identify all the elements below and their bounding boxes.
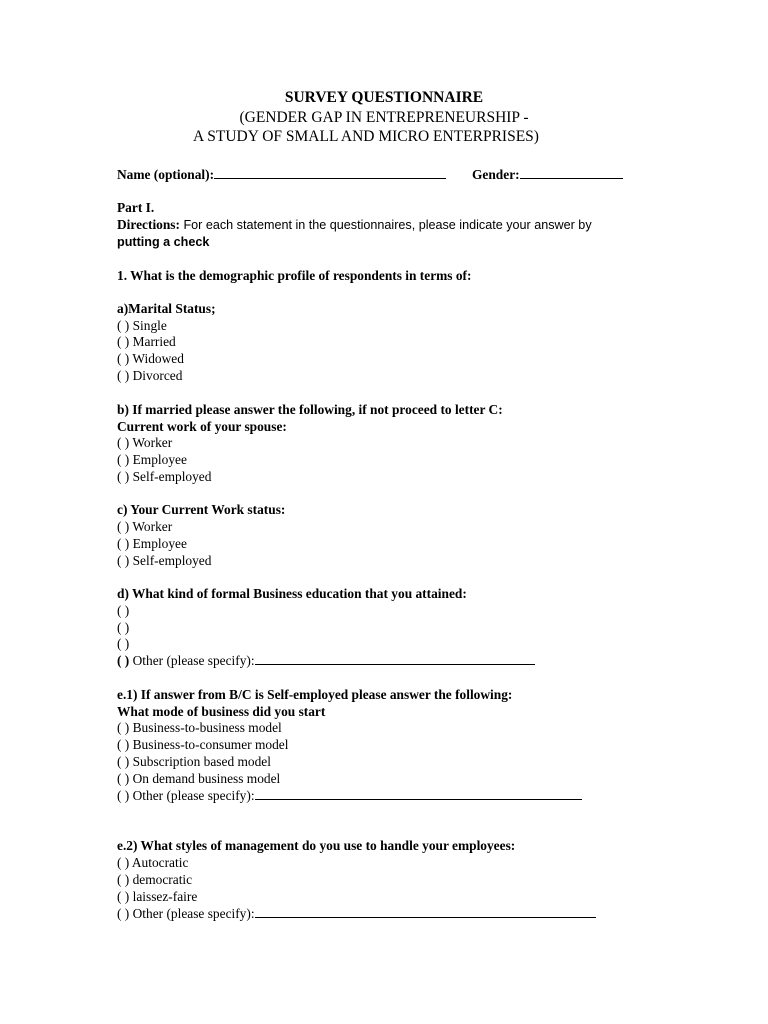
- gender-label: Gender:: [472, 167, 520, 182]
- option-widowed[interactable]: ( ) Widowed: [117, 351, 184, 366]
- gender-blank-line[interactable]: [520, 166, 623, 179]
- style-other-label: ( ) Other (please specify):: [117, 906, 255, 921]
- page-title: SURVEY QUESTIONNAIRE: [284, 89, 484, 106]
- mode-other-label: ( ) Other (please specify):: [117, 788, 255, 803]
- section-e1-heading: e.1) If answer from B/C is Self-employed please answer the following:: [117, 687, 513, 702]
- option-b2c-model[interactable]: ( ) Business-to-consumer model: [117, 737, 289, 752]
- option-b2b-model[interactable]: ( ) Business-to-business model: [117, 720, 282, 735]
- option-spouse-worker[interactable]: ( ) Worker: [117, 435, 173, 450]
- option-education-1[interactable]: ( ): [117, 603, 130, 618]
- other-label: Other (please specify):: [129, 653, 255, 668]
- part-label: Part I.: [117, 200, 155, 215]
- mode-other-blank-line[interactable]: [255, 787, 582, 800]
- option-autocratic[interactable]: ( ) Autocratic: [117, 855, 189, 870]
- option-education-other[interactable]: [117, 652, 535, 669]
- option-self-employed[interactable]: ( ) Self-employed: [117, 553, 212, 568]
- other-marker: ( ): [117, 653, 130, 668]
- style-other-blank-line[interactable]: [255, 905, 596, 918]
- option-divorced[interactable]: ( ) Divorced: [117, 368, 183, 383]
- option-subscription-model[interactable]: ( ) Subscription based model: [117, 754, 271, 769]
- option-on-demand-model[interactable]: ( ) On demand business model: [117, 771, 281, 786]
- option-laissez-faire[interactable]: ( ) laissez-faire: [117, 889, 198, 904]
- directions: [117, 216, 592, 234]
- option-employee[interactable]: ( ) Employee: [117, 536, 187, 551]
- other-blank-line[interactable]: [255, 652, 535, 665]
- section-c-heading: c) Your Current Work status:: [117, 502, 286, 517]
- directions-text: For each statement in the questionnaires, please indicate your answer by: [179, 218, 592, 232]
- name-label: Name (optional):: [117, 167, 215, 182]
- option-education-2[interactable]: ( ): [117, 620, 130, 635]
- option-single[interactable]: ( ) Single: [117, 318, 167, 333]
- option-democratic[interactable]: ( ) democratic: [117, 872, 193, 887]
- option-spouse-self-employed[interactable]: ( ) Self-employed: [117, 469, 212, 484]
- section-d-heading: d) What kind of formal Business education that you attained:: [117, 586, 467, 601]
- option-mode-other[interactable]: [117, 787, 582, 804]
- directions-text-2: putting a check: [117, 235, 210, 249]
- section-e2-heading: e.2) What styles of management do you use to handle your employees:: [117, 838, 516, 853]
- section-e1-subheading: What mode of business did you start: [117, 704, 326, 719]
- gender-field[interactable]: [472, 166, 623, 183]
- question-1: 1. What is the demographic profile of respondents in terms of:: [117, 268, 472, 283]
- page-subtitle-line1: (GENDER GAP IN ENTREPRENEURSHIP -: [239, 109, 529, 126]
- option-married[interactable]: ( ) Married: [117, 334, 176, 349]
- option-education-3[interactable]: ( ): [117, 636, 130, 651]
- name-field[interactable]: [117, 166, 446, 183]
- option-spouse-employee[interactable]: ( ) Employee: [117, 452, 187, 467]
- section-b-subheading: Current work of your spouse:: [117, 419, 287, 434]
- directions-label: Directions:: [117, 217, 180, 232]
- page-subtitle-line2: A STUDY OF SMALL AND MICRO ENTERPRISES): [193, 128, 539, 145]
- section-a-heading: a)Marital Status;: [117, 301, 216, 316]
- option-worker[interactable]: ( ) Worker: [117, 519, 173, 534]
- section-b-heading: b) If married please answer the following, if not proceed to letter C:: [117, 402, 503, 417]
- name-blank-line[interactable]: [214, 166, 446, 179]
- option-style-other[interactable]: [117, 905, 596, 922]
